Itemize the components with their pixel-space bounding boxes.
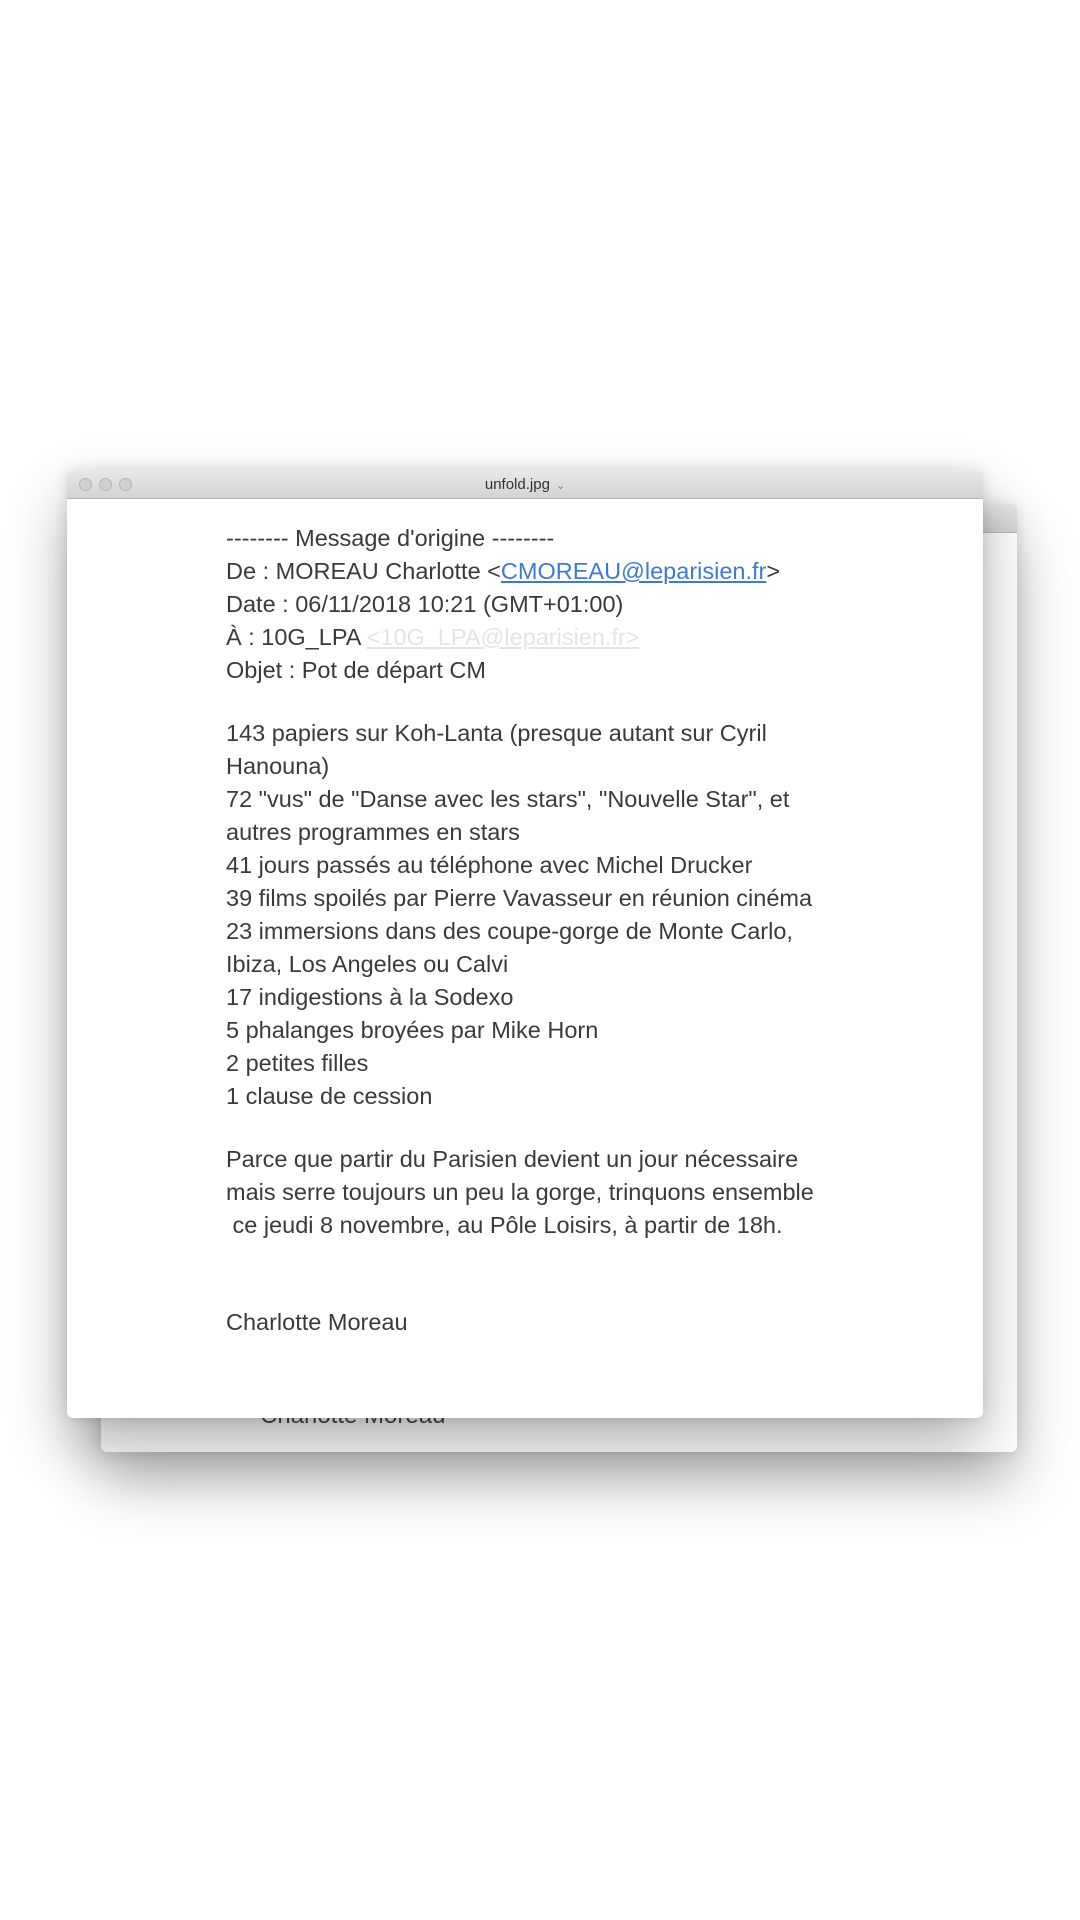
from-line [226, 555, 846, 588]
spacer [226, 687, 846, 717]
invitation-line: ce jeudi 8 novembre, au Pôle Loisirs, à partir de 18h. [226, 1212, 783, 1238]
from-label: De : MOREAU Charlotte < [226, 558, 501, 584]
list-item: 17 indigestions à la Sodexo [226, 984, 514, 1010]
list-item: 41 jours passés au téléphone avec Michel Drucker [226, 852, 753, 878]
to-line [226, 621, 846, 654]
list-item: 143 papiers sur Koh-Lanta (presque autant sur Cyril Hanouna) [226, 720, 767, 779]
window-title: unfold.jpg [484, 476, 550, 493]
list-item: 2 petites filles [226, 1050, 369, 1076]
spacer [226, 1242, 846, 1306]
signature: Charlotte Moreau [226, 1309, 408, 1335]
list-item: 23 immersions dans des coupe-gorge de Monte Carlo, Ibiza, Los Angeles ou Calvi [226, 918, 793, 977]
date-line: Date : 06/11/2018 10:21 (GMT+01:00) [226, 591, 624, 617]
spacer [226, 1113, 846, 1143]
farewell-paragraph: Parce que partir du Parisien devient un jour nécessaire mais serre toujours un peu la gorge, trinquons ensemble [226, 1146, 814, 1205]
chevron-down-icon: ⌄ [555, 480, 566, 492]
list-item: 5 phalanges broyées par Mike Horn [226, 1017, 599, 1043]
window-title-menu[interactable] [67, 470, 983, 499]
list-item: 1 clause de cession [226, 1083, 433, 1109]
subject-line: Objet : Pot de départ CM [226, 657, 486, 683]
to-label: À : 10G_LPA [226, 624, 367, 650]
recipient-email-link[interactable]: <10G_LPA@leparisien.fr> [366, 624, 640, 650]
sender-email-link[interactable]: CMOREAU@leparisien.fr [500, 558, 767, 584]
original-message-separator: -------- Message d'origine -------- [226, 525, 555, 551]
preview-window [67, 470, 983, 1418]
list-item: 72 "vus" de "Danse avec les stars", "Nouvelle Star", et autres programmes en stars [226, 786, 790, 845]
list-item: 39 films spoilés par Pierre Vavasseur en réunion cinéma [226, 885, 813, 911]
window-titlebar[interactable] [67, 470, 983, 499]
from-suffix: > [766, 558, 781, 584]
email-content [226, 522, 846, 1339]
